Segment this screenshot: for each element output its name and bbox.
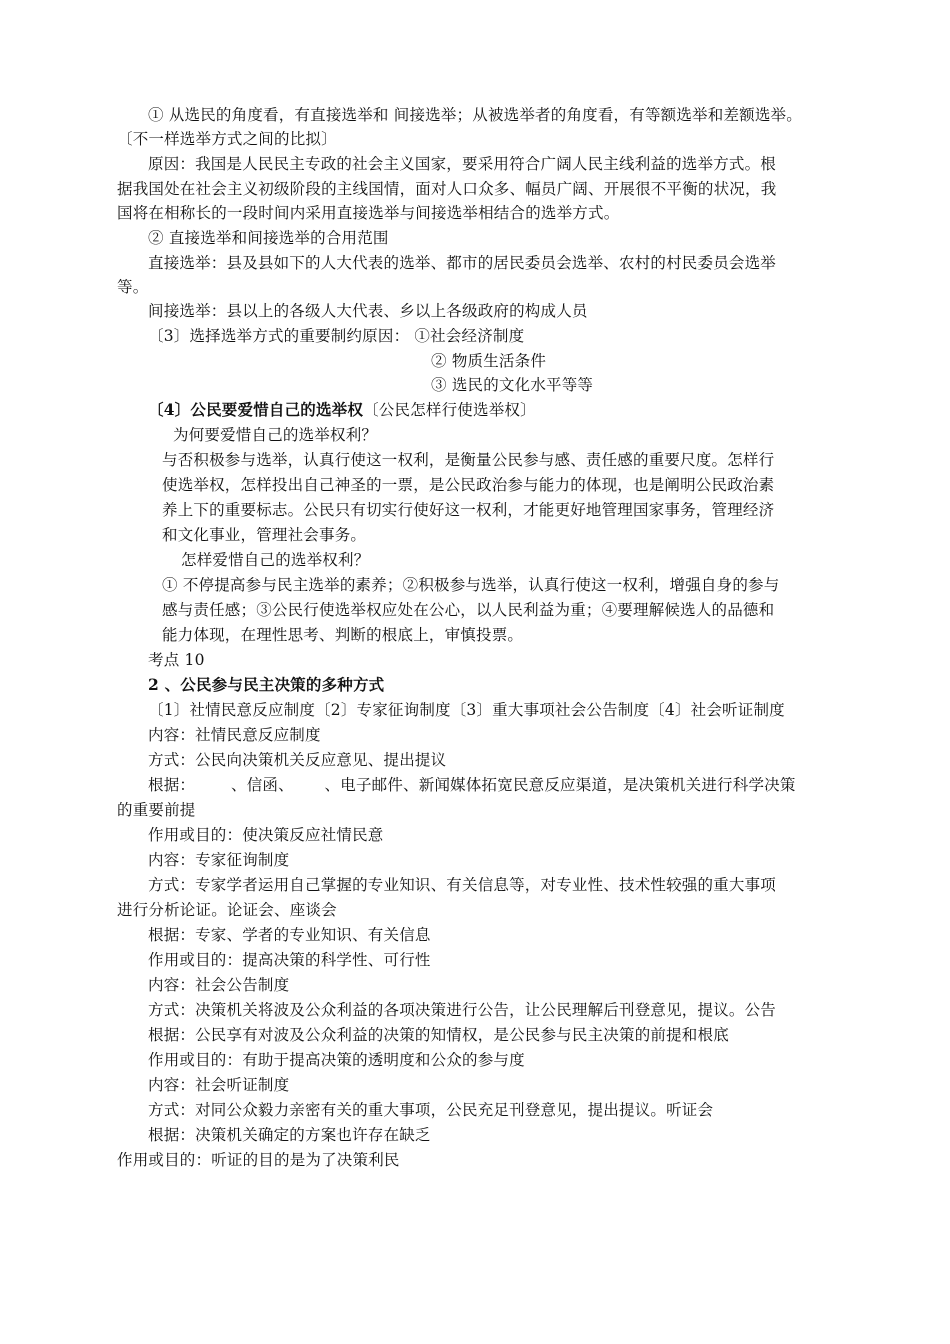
- text-line: 原因：我国是人民民主专政的社会主义国家，要采用符合广阔人民主线利益的选举方式。根: [148, 155, 777, 173]
- text-line: 作用或目的：有助于提高决策的透明度和公众的参与度: [148, 1051, 525, 1069]
- text-line: 〔1〕社情民意反应制度〔2〕专家征询制度〔3〕重大事项社会公告制度〔4〕社会听证制度: [148, 701, 785, 719]
- heading-bold-text: 〔4〕公民要爱惜自己的选举权: [148, 400, 364, 419]
- text-line: 方式：对同公众毅力亲密有关的重大事项，公民充足刊登意见，提出提议。听证会: [148, 1101, 714, 1119]
- heading-note: 〔公民怎样行使选举权〕: [363, 401, 536, 419]
- text-line: 能力体现，在理性思考、判断的根底上，审慎投票。: [162, 626, 524, 644]
- text-line: 根据：决策机关确定的方案也许存在缺乏: [148, 1126, 431, 1144]
- text-line: 据我国处在社会主义初级阶段的主线国情，面对人口众多、幅员广阔、开展很不平衡的状况，我: [117, 180, 777, 198]
- text-line: 和文化事业，管理社会事务。: [162, 526, 367, 544]
- text-line: ① 从选民的角度看，有直接选举和 间接选举；从被选举者的角度看，有等额选举和差额选举。: [148, 106, 802, 124]
- text-line: 间接选举：县以上的各级人大代表、乡以上各级政府的构成人员: [148, 302, 588, 320]
- section-heading: 2 、公民参与民主决策的多种方式: [148, 675, 385, 694]
- text-line: ② 物质生活条件: [431, 352, 547, 370]
- text-line: 直接选举：县及县如下的人大代表的选举、都市的居民委员会选举、农村的村民委员会选举: [148, 254, 777, 272]
- text-line: 怎样爱惜自己的选举权利？: [181, 551, 370, 569]
- text-line: 方式：决策机关将波及公众利益的各项决策进行公告，让公民理解后刊登意见，提议。公告: [148, 1001, 777, 1019]
- text-line: 使选举权，怎样投出自己神圣的一票，是公民政治参与能力的体现，也是阐明公民政治素: [162, 476, 775, 494]
- text-line: 考点 10: [148, 651, 205, 669]
- text-line: 内容：社会听证制度: [148, 1076, 290, 1094]
- text-line: 根据：专家、学者的专业知识、有关信息: [148, 926, 431, 944]
- text-line: 国将在相称长的一段时间内采用直接选举与间接选举相结合的选举方式。: [117, 204, 620, 222]
- text-line: 的重要前提: [117, 801, 196, 819]
- text-line: 内容：专家征询制度: [148, 851, 290, 869]
- text-line: 〔3〕选择选举方式的重要制约原因： ①社会经济制度: [148, 327, 525, 345]
- text-line: 内容：社会公告制度: [148, 976, 290, 994]
- text-line: 方式：公民向决策机关反应意见、提出提议: [148, 751, 447, 769]
- text-line: 根据： 、信函、 、电子邮件、新闻媒体拓宽民意反应渠道，是决策机关进行科学决策: [148, 776, 796, 794]
- text-line: 内容：社情民意反应制度: [148, 726, 321, 744]
- section-heading: [148, 399, 536, 421]
- text-line: ③ 选民的文化水平等等: [431, 376, 594, 394]
- text-line: 养上下的重要标志。公民只有切实行使好这一权利，才能更好地管理国家事务，管理经济: [162, 501, 775, 519]
- text-line: 〔不一样选举方式之间的比拟〕: [117, 130, 337, 148]
- text-line: ② 直接选举和间接选举的合用范围: [148, 229, 389, 247]
- text-line: ① 不停提高参与民主选举的素养；②积极参与选举，认真行使这一权利，增强自身的参与: [162, 576, 780, 594]
- text-line: 作用或目的：使决策反应社情民意: [148, 826, 384, 844]
- text-line: 感与责任感；③公民行使选举权应处在公心，以人民利益为重；④要理解候选人的品德和: [162, 601, 775, 619]
- text-line: 根据：公民享有对波及公众利益的决策的知情权，是公民参与民主决策的前提和根底: [148, 1026, 729, 1044]
- text-line: 等。: [117, 278, 149, 296]
- text-line: 方式：专家学者运用自己掌握的专业知识、有关信息等，对专业性、技术性较强的重大事项: [148, 876, 777, 894]
- text-line: 与否积极参与选举，认真行使这一权利，是衡量公民参与感、责任感的重要尺度。怎样行: [162, 451, 775, 469]
- text-line: 进行分析论证。论证会、座谈会: [117, 901, 337, 919]
- text-line: 作用或目的：听证的目的是为了决策利民: [117, 1151, 400, 1169]
- text-line: 为何要爱惜自己的选举权利？: [173, 426, 378, 444]
- text-line: 作用或目的：提高决策的科学性、可行性: [148, 951, 431, 969]
